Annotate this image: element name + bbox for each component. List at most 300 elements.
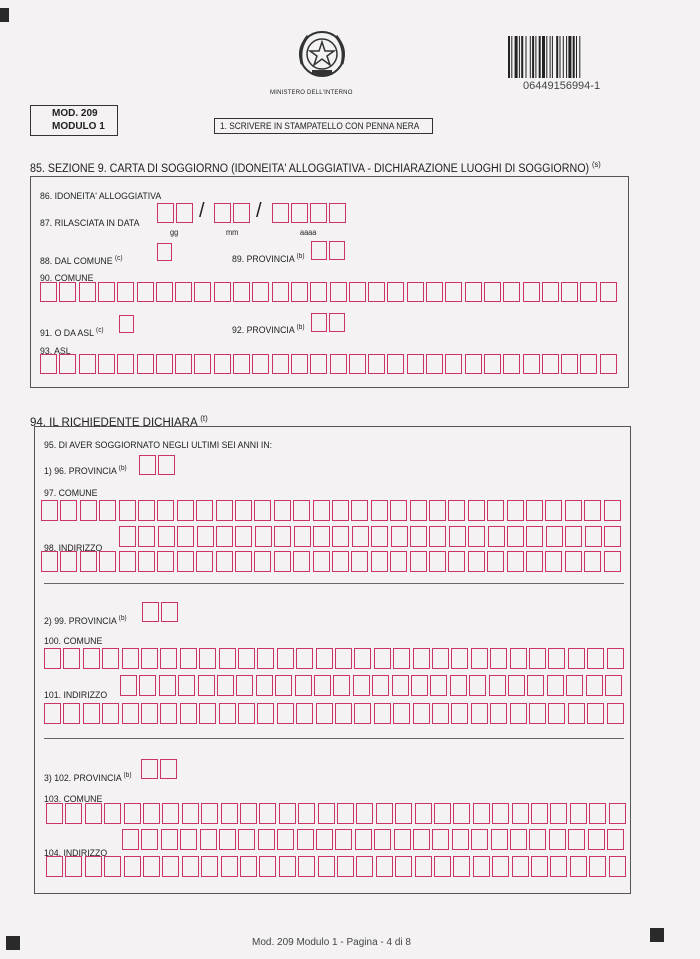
field-98-line1-box[interactable]	[526, 526, 543, 547]
field-103-box[interactable]	[182, 803, 199, 824]
field-97-box[interactable]	[371, 500, 388, 521]
field-104-line1-box[interactable]	[122, 829, 139, 850]
field-101-line2-box[interactable]	[277, 703, 294, 724]
field-100-box[interactable]	[607, 648, 624, 669]
field-101-line1-box[interactable]	[566, 675, 583, 696]
field-104-line2-box[interactable]	[240, 856, 257, 877]
field-90-box[interactable]	[368, 282, 385, 302]
field-101-line2-box[interactable]	[335, 703, 352, 724]
field-93-box[interactable]	[59, 354, 76, 374]
field-101-line1-box[interactable]	[392, 675, 409, 696]
field-104-line2-box[interactable]	[46, 856, 63, 877]
field-93-box[interactable]	[175, 354, 192, 374]
field-101-line1-box[interactable]	[217, 675, 234, 696]
field-93-box[interactable]	[484, 354, 501, 374]
field-97-box[interactable]	[565, 500, 582, 521]
field-98-line1-box[interactable]	[294, 526, 311, 547]
field-98-line1-box[interactable]	[119, 526, 136, 547]
field-104-line1-box[interactable]	[297, 829, 314, 850]
field-104-line1-box[interactable]	[374, 829, 391, 850]
field-100-box[interactable]	[180, 648, 197, 669]
field-101-line2-box[interactable]	[238, 703, 255, 724]
field-98-line2-box[interactable]	[235, 551, 252, 572]
field-103-box[interactable]	[240, 803, 257, 824]
field-101-line2-box[interactable]	[122, 703, 139, 724]
field-97-box[interactable]	[487, 500, 504, 521]
field-90-box[interactable]	[445, 282, 462, 302]
field-99-box[interactable]	[142, 602, 159, 622]
field-90-box[interactable]	[117, 282, 134, 302]
field-104-line1-box[interactable]	[335, 829, 352, 850]
field-101-line1-box[interactable]	[178, 675, 195, 696]
field-98-line1-box[interactable]	[235, 526, 252, 547]
field-93-box[interactable]	[214, 354, 231, 374]
field-104-line1-box[interactable]	[529, 829, 546, 850]
field-98-line1-box[interactable]	[158, 526, 175, 547]
field-98-line2-box[interactable]	[545, 551, 562, 572]
field-104-line1-box[interactable]	[161, 829, 178, 850]
field-97-box[interactable]	[80, 500, 97, 521]
field-101-line2-box[interactable]	[83, 703, 100, 724]
field-93-box[interactable]	[349, 354, 366, 374]
field-97-box[interactable]	[429, 500, 446, 521]
field-100-box[interactable]	[199, 648, 216, 669]
field-98-line2-box[interactable]	[138, 551, 155, 572]
field-93-box[interactable]	[542, 354, 559, 374]
field-98-line2-box[interactable]	[332, 551, 349, 572]
field-93-box[interactable]	[79, 354, 96, 374]
field-100-box[interactable]	[451, 648, 468, 669]
field-103-box[interactable]	[85, 803, 102, 824]
date-month-box[interactable]	[214, 203, 231, 223]
field-104-line1-box[interactable]	[316, 829, 333, 850]
field-90-box[interactable]	[503, 282, 520, 302]
field-103-box[interactable]	[356, 803, 373, 824]
field-100-box[interactable]	[83, 648, 100, 669]
field-98-line1-box[interactable]	[546, 526, 563, 547]
field-100-box[interactable]	[510, 648, 527, 669]
field-98-line1-box[interactable]	[197, 526, 214, 547]
field-103-box[interactable]	[395, 803, 412, 824]
field-90-box[interactable]	[40, 282, 57, 302]
field-98-line1-box[interactable]	[429, 526, 446, 547]
field-93-box[interactable]	[310, 354, 327, 374]
field-101-line1-box[interactable]	[450, 675, 467, 696]
field-100-box[interactable]	[219, 648, 236, 669]
field-98-line2-box[interactable]	[254, 551, 271, 572]
field-101-line2-box[interactable]	[219, 703, 236, 724]
field-104-line1-box[interactable]	[549, 829, 566, 850]
field-103-box[interactable]	[473, 803, 490, 824]
field-100-box[interactable]	[374, 648, 391, 669]
field-103-box[interactable]	[589, 803, 606, 824]
field-104-line2-box[interactable]	[415, 856, 432, 877]
field-98-line1-box[interactable]	[507, 526, 524, 547]
field-104-line2-box[interactable]	[259, 856, 276, 877]
field-104-line2-box[interactable]	[162, 856, 179, 877]
field-101-line1-box[interactable]	[586, 675, 603, 696]
field-102-box[interactable]	[141, 759, 158, 779]
field-98-line1-box[interactable]	[138, 526, 155, 547]
field-100-box[interactable]	[141, 648, 158, 669]
field-100-box[interactable]	[529, 648, 546, 669]
field-98-line2-box[interactable]	[390, 551, 407, 572]
field-98-line2-box[interactable]	[313, 551, 330, 572]
field-101-line1-box[interactable]	[547, 675, 564, 696]
field-101-line1-box[interactable]	[198, 675, 215, 696]
field-104-line2-box[interactable]	[318, 856, 335, 877]
field-93-box[interactable]	[233, 354, 250, 374]
field-97-box[interactable]	[313, 500, 330, 521]
field-104-line2-box[interactable]	[395, 856, 412, 877]
field-103-box[interactable]	[550, 803, 567, 824]
field-97-box[interactable]	[274, 500, 291, 521]
field-90-box[interactable]	[407, 282, 424, 302]
field-97-box[interactable]	[390, 500, 407, 521]
field-101-line2-box[interactable]	[432, 703, 449, 724]
field-101-line2-box[interactable]	[490, 703, 507, 724]
field-101-line1-box[interactable]	[275, 675, 292, 696]
field-100-box[interactable]	[277, 648, 294, 669]
field-103-box[interactable]	[201, 803, 218, 824]
field-98-line1-box[interactable]	[371, 526, 388, 547]
field-104-line2-box[interactable]	[376, 856, 393, 877]
field-90-box[interactable]	[349, 282, 366, 302]
field-101-line2-box[interactable]	[471, 703, 488, 724]
field-98-line2-box[interactable]	[119, 551, 136, 572]
field-96-box[interactable]	[158, 455, 175, 475]
field-93-box[interactable]	[503, 354, 520, 374]
field-93-box[interactable]	[291, 354, 308, 374]
field-98-line2-box[interactable]	[565, 551, 582, 572]
field-93-box[interactable]	[600, 354, 617, 374]
field-104-line2-box[interactable]	[550, 856, 567, 877]
field-104-line2-box[interactable]	[570, 856, 587, 877]
field-101-line2-box[interactable]	[374, 703, 391, 724]
field-103-box[interactable]	[279, 803, 296, 824]
field-98-line2-box[interactable]	[177, 551, 194, 572]
field-93-box[interactable]	[407, 354, 424, 374]
field-103-box[interactable]	[104, 803, 121, 824]
field-100-box[interactable]	[490, 648, 507, 669]
field-104-line1-box[interactable]	[141, 829, 158, 850]
field-104-line2-box[interactable]	[337, 856, 354, 877]
field-101-line1-box[interactable]	[527, 675, 544, 696]
field-101-line1-box[interactable]	[411, 675, 428, 696]
field-98-line2-box[interactable]	[157, 551, 174, 572]
field-101-line2-box[interactable]	[199, 703, 216, 724]
field-101-line2-box[interactable]	[316, 703, 333, 724]
field-93-box[interactable]	[368, 354, 385, 374]
field-101-line2-box[interactable]	[548, 703, 565, 724]
field-93-box[interactable]	[156, 354, 173, 374]
field-104-line2-box[interactable]	[298, 856, 315, 877]
field-100-box[interactable]	[393, 648, 410, 669]
field-90-box[interactable]	[252, 282, 269, 302]
field-97-box[interactable]	[177, 500, 194, 521]
field-104-line1-box[interactable]	[432, 829, 449, 850]
field-98-line1-box[interactable]	[332, 526, 349, 547]
field-98-line2-box[interactable]	[371, 551, 388, 572]
field-104-line2-box[interactable]	[589, 856, 606, 877]
field-104-line1-box[interactable]	[588, 829, 605, 850]
field-90-box[interactable]	[137, 282, 154, 302]
field-98-line2-box[interactable]	[80, 551, 97, 572]
field-99-box[interactable]	[161, 602, 178, 622]
field-103-box[interactable]	[221, 803, 238, 824]
field-92-box[interactable]	[329, 313, 345, 332]
field-90-box[interactable]	[465, 282, 482, 302]
field-102-box[interactable]	[160, 759, 177, 779]
field-101-line1-box[interactable]	[120, 675, 137, 696]
field-100-box[interactable]	[160, 648, 177, 669]
field-100-box[interactable]	[568, 648, 585, 669]
field-98-line2-box[interactable]	[216, 551, 233, 572]
field-103-box[interactable]	[259, 803, 276, 824]
field-97-box[interactable]	[604, 500, 621, 521]
date-day-box[interactable]	[157, 203, 174, 223]
field-98-line2-box[interactable]	[196, 551, 213, 572]
field-104-line1-box[interactable]	[452, 829, 469, 850]
field-100-box[interactable]	[122, 648, 139, 669]
field-103-box[interactable]	[124, 803, 141, 824]
field-103-box[interactable]	[570, 803, 587, 824]
field-104-line1-box[interactable]	[219, 829, 236, 850]
field-90-box[interactable]	[387, 282, 404, 302]
field-98-line1-box[interactable]	[391, 526, 408, 547]
field-103-box[interactable]	[512, 803, 529, 824]
field-104-line2-box[interactable]	[124, 856, 141, 877]
field-97-box[interactable]	[448, 500, 465, 521]
date-day-box[interactable]	[176, 203, 193, 223]
field-97-box[interactable]	[196, 500, 213, 521]
field-97-box[interactable]	[410, 500, 427, 521]
field-104-line1-box[interactable]	[394, 829, 411, 850]
field-104-line1-box[interactable]	[471, 829, 488, 850]
field-98-line1-box[interactable]	[255, 526, 272, 547]
field-104-line1-box[interactable]	[510, 829, 527, 850]
field-98-line1-box[interactable]	[410, 526, 427, 547]
field-88-box[interactable]	[157, 243, 172, 261]
field-103-box[interactable]	[609, 803, 626, 824]
field-98-line2-box[interactable]	[584, 551, 601, 572]
field-93-box[interactable]	[445, 354, 462, 374]
field-98-line2-box[interactable]	[468, 551, 485, 572]
field-103-box[interactable]	[492, 803, 509, 824]
field-98-line2-box[interactable]	[410, 551, 427, 572]
field-104-line2-box[interactable]	[492, 856, 509, 877]
field-100-box[interactable]	[587, 648, 604, 669]
field-104-line1-box[interactable]	[180, 829, 197, 850]
field-98-line1-box[interactable]	[565, 526, 582, 547]
field-96-box[interactable]	[139, 455, 156, 475]
field-98-line1-box[interactable]	[352, 526, 369, 547]
field-98-line1-box[interactable]	[585, 526, 602, 547]
field-104-line1-box[interactable]	[491, 829, 508, 850]
field-93-box[interactable]	[523, 354, 540, 374]
field-103-box[interactable]	[434, 803, 451, 824]
field-98-line2-box[interactable]	[507, 551, 524, 572]
field-93-box[interactable]	[561, 354, 578, 374]
field-89-box[interactable]	[311, 241, 327, 260]
field-101-line2-box[interactable]	[413, 703, 430, 724]
field-90-box[interactable]	[426, 282, 443, 302]
field-90-box[interactable]	[194, 282, 211, 302]
field-93-box[interactable]	[137, 354, 154, 374]
field-98-line1-box[interactable]	[449, 526, 466, 547]
field-101-line2-box[interactable]	[587, 703, 604, 724]
field-104-line2-box[interactable]	[356, 856, 373, 877]
field-104-line1-box[interactable]	[238, 829, 255, 850]
field-101-line1-box[interactable]	[353, 675, 370, 696]
field-104-line2-box[interactable]	[453, 856, 470, 877]
field-100-box[interactable]	[296, 648, 313, 669]
field-103-box[interactable]	[46, 803, 63, 824]
field-98-line2-box[interactable]	[429, 551, 446, 572]
field-100-box[interactable]	[238, 648, 255, 669]
field-103-box[interactable]	[531, 803, 548, 824]
field-98-line2-box[interactable]	[448, 551, 465, 572]
field-98-line2-box[interactable]	[604, 551, 621, 572]
field-104-line2-box[interactable]	[65, 856, 82, 877]
date-year-box[interactable]	[310, 203, 327, 223]
field-98-line2-box[interactable]	[41, 551, 58, 572]
field-104-line2-box[interactable]	[473, 856, 490, 877]
field-98-line2-box[interactable]	[99, 551, 116, 572]
field-104-line2-box[interactable]	[201, 856, 218, 877]
field-98-line1-box[interactable]	[313, 526, 330, 547]
field-104-line1-box[interactable]	[413, 829, 430, 850]
field-104-line1-box[interactable]	[568, 829, 585, 850]
field-97-box[interactable]	[526, 500, 543, 521]
field-93-box[interactable]	[194, 354, 211, 374]
field-93-box[interactable]	[330, 354, 347, 374]
field-98-line2-box[interactable]	[293, 551, 310, 572]
field-101-line2-box[interactable]	[141, 703, 158, 724]
field-101-line2-box[interactable]	[607, 703, 624, 724]
field-90-box[interactable]	[175, 282, 192, 302]
field-97-box[interactable]	[254, 500, 271, 521]
field-97-box[interactable]	[545, 500, 562, 521]
field-104-line2-box[interactable]	[512, 856, 529, 877]
field-90-box[interactable]	[523, 282, 540, 302]
field-98-line2-box[interactable]	[274, 551, 291, 572]
field-104-line2-box[interactable]	[182, 856, 199, 877]
field-93-box[interactable]	[426, 354, 443, 374]
field-100-box[interactable]	[316, 648, 333, 669]
field-90-box[interactable]	[98, 282, 115, 302]
field-93-box[interactable]	[117, 354, 134, 374]
field-100-box[interactable]	[432, 648, 449, 669]
field-103-box[interactable]	[318, 803, 335, 824]
field-98-line2-box[interactable]	[526, 551, 543, 572]
field-104-line2-box[interactable]	[104, 856, 121, 877]
field-101-line1-box[interactable]	[333, 675, 350, 696]
field-90-box[interactable]	[600, 282, 617, 302]
field-93-box[interactable]	[252, 354, 269, 374]
field-97-box[interactable]	[235, 500, 252, 521]
field-101-line1-box[interactable]	[469, 675, 486, 696]
field-97-box[interactable]	[216, 500, 233, 521]
field-101-line2-box[interactable]	[393, 703, 410, 724]
field-97-box[interactable]	[507, 500, 524, 521]
field-104-line2-box[interactable]	[143, 856, 160, 877]
field-100-box[interactable]	[471, 648, 488, 669]
field-93-box[interactable]	[387, 354, 404, 374]
date-year-box[interactable]	[291, 203, 308, 223]
field-93-box[interactable]	[98, 354, 115, 374]
field-103-box[interactable]	[453, 803, 470, 824]
field-90-box[interactable]	[542, 282, 559, 302]
field-97-box[interactable]	[119, 500, 136, 521]
field-98-line1-box[interactable]	[177, 526, 194, 547]
field-90-box[interactable]	[79, 282, 96, 302]
field-98-line1-box[interactable]	[468, 526, 485, 547]
field-101-line2-box[interactable]	[102, 703, 119, 724]
field-97-box[interactable]	[332, 500, 349, 521]
field-100-box[interactable]	[413, 648, 430, 669]
field-104-line2-box[interactable]	[279, 856, 296, 877]
field-89-box[interactable]	[329, 241, 345, 260]
date-year-box[interactable]	[329, 203, 346, 223]
field-100-box[interactable]	[102, 648, 119, 669]
field-101-line1-box[interactable]	[372, 675, 389, 696]
field-101-line2-box[interactable]	[63, 703, 80, 724]
field-103-box[interactable]	[376, 803, 393, 824]
field-104-line1-box[interactable]	[607, 829, 624, 850]
field-98-line1-box[interactable]	[216, 526, 233, 547]
field-97-box[interactable]	[41, 500, 58, 521]
field-90-box[interactable]	[310, 282, 327, 302]
field-103-box[interactable]	[337, 803, 354, 824]
field-104-line1-box[interactable]	[200, 829, 217, 850]
field-101-line1-box[interactable]	[605, 675, 622, 696]
field-90-box[interactable]	[484, 282, 501, 302]
field-104-line2-box[interactable]	[531, 856, 548, 877]
field-98-line1-box[interactable]	[274, 526, 291, 547]
field-101-line2-box[interactable]	[296, 703, 313, 724]
field-98-line2-box[interactable]	[351, 551, 368, 572]
field-98-line2-box[interactable]	[60, 551, 77, 572]
field-101-line2-box[interactable]	[529, 703, 546, 724]
field-97-box[interactable]	[157, 500, 174, 521]
field-104-line1-box[interactable]	[355, 829, 372, 850]
field-101-line1-box[interactable]	[159, 675, 176, 696]
field-101-line2-box[interactable]	[451, 703, 468, 724]
field-93-box[interactable]	[272, 354, 289, 374]
field-90-box[interactable]	[561, 282, 578, 302]
field-101-line2-box[interactable]	[354, 703, 371, 724]
field-90-box[interactable]	[580, 282, 597, 302]
field-93-box[interactable]	[465, 354, 482, 374]
field-101-line2-box[interactable]	[160, 703, 177, 724]
field-98-line1-box[interactable]	[604, 526, 621, 547]
field-90-box[interactable]	[156, 282, 173, 302]
field-91-box[interactable]	[119, 315, 134, 333]
field-101-line1-box[interactable]	[295, 675, 312, 696]
field-90-box[interactable]	[233, 282, 250, 302]
field-100-box[interactable]	[44, 648, 61, 669]
field-101-line1-box[interactable]	[139, 675, 156, 696]
field-101-line1-box[interactable]	[430, 675, 447, 696]
field-100-box[interactable]	[63, 648, 80, 669]
field-104-line1-box[interactable]	[258, 829, 275, 850]
field-90-box[interactable]	[291, 282, 308, 302]
field-97-box[interactable]	[351, 500, 368, 521]
field-98-line2-box[interactable]	[487, 551, 504, 572]
field-98-line1-box[interactable]	[488, 526, 505, 547]
field-103-box[interactable]	[415, 803, 432, 824]
